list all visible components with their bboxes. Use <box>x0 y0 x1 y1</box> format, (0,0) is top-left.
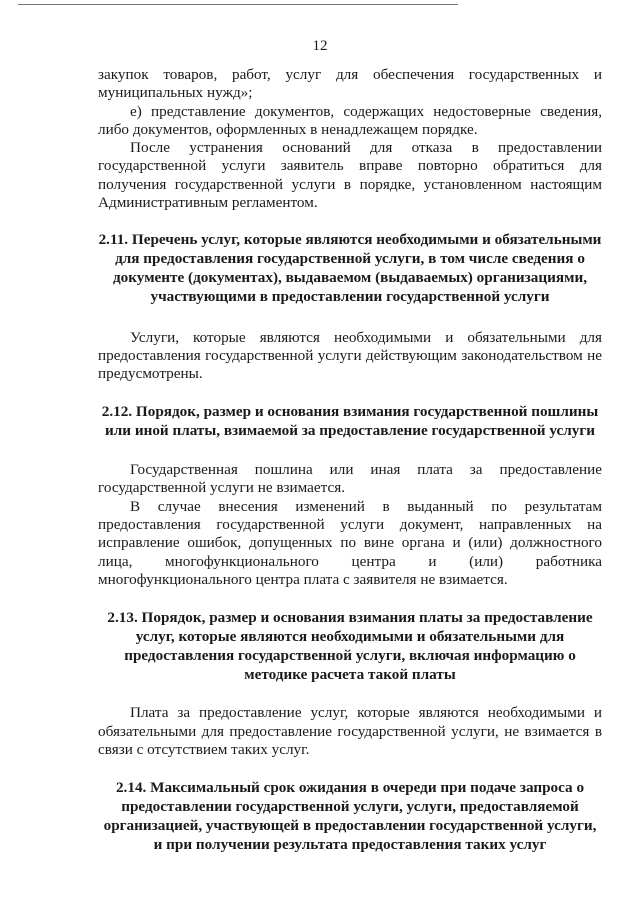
section-2-14-heading: 2.14. Максимальный срок ожидания в очереди при подаче запроса о предоставлении государственной услуги, услуги, предоставляемой организацией, участвующей в предоставлении государственной услуги, и при получении результата предоставления таких услуг <box>103 779 597 853</box>
section-2-12-heading: 2.12. Порядок, размер и основания взимания государственной пошлины или иной платы, взимаемой за предоставление государственной услуги <box>101 403 599 440</box>
intro-paragraph-2: е) представление документов, содержащих недостоверные сведения, либо документов, оформленных в ненадлежащем порядке. <box>98 102 602 138</box>
section-2-13-heading: 2.13. Порядок, размер и основания взимания платы за предоставление услуг, которые являются необходимыми и обязательными для предоставления государственной услуги, включая информацию о методике расчета такой платы <box>107 609 593 683</box>
page-number: 12 <box>312 38 328 54</box>
scan-top-rule <box>18 4 458 5</box>
section-2-13-paragraph-1: Плата за предоставление услуг, которые являются необходимыми и обязательными для предоставление государственной услуги, не взимается в связи с отсутствием таких услуг. <box>98 704 602 758</box>
intro-paragraph-3: После устранения оснований для отказа в предоставлении государственной услуги заявитель вправе повторно обратиться для получения государственной услуги в порядке, установленном настоящим Административным регламентом. <box>98 139 602 212</box>
intro-paragraph-1: закупок товаров, работ, услуг для обеспечения государственных и муниципальных нужд»; <box>98 66 602 102</box>
section-2-11-paragraph-1: Услуги, которые являются необходимыми и обязательными для предоставления государственной услуги действующим законодательством не предусмотрены. <box>98 328 602 383</box>
section-2-12-paragraph-2: В случае внесения изменений в выданный по результатам предоставления государственной услуги документ, направленных на исправление ошибок, допущенных по вине органа и (или) должностного лица, многофункционального центра и (или) работника многофункционального центра плата с заявителя не взимается. <box>98 497 602 588</box>
section-2-12-paragraph-1: Государственная пошлина или иная плата за предоставление государственной услуги не взимается. <box>98 461 602 497</box>
section-2-11-heading: 2.11. Перечень услуг, которые являются необходимыми и обязательными для предоставления государственной услуги, в том числе сведения о документе (документах), выдаваемом (выдаваемых) организациями, участвующими в предоставлении государственной услуги <box>98 231 602 305</box>
page-body <box>98 66 602 854</box>
